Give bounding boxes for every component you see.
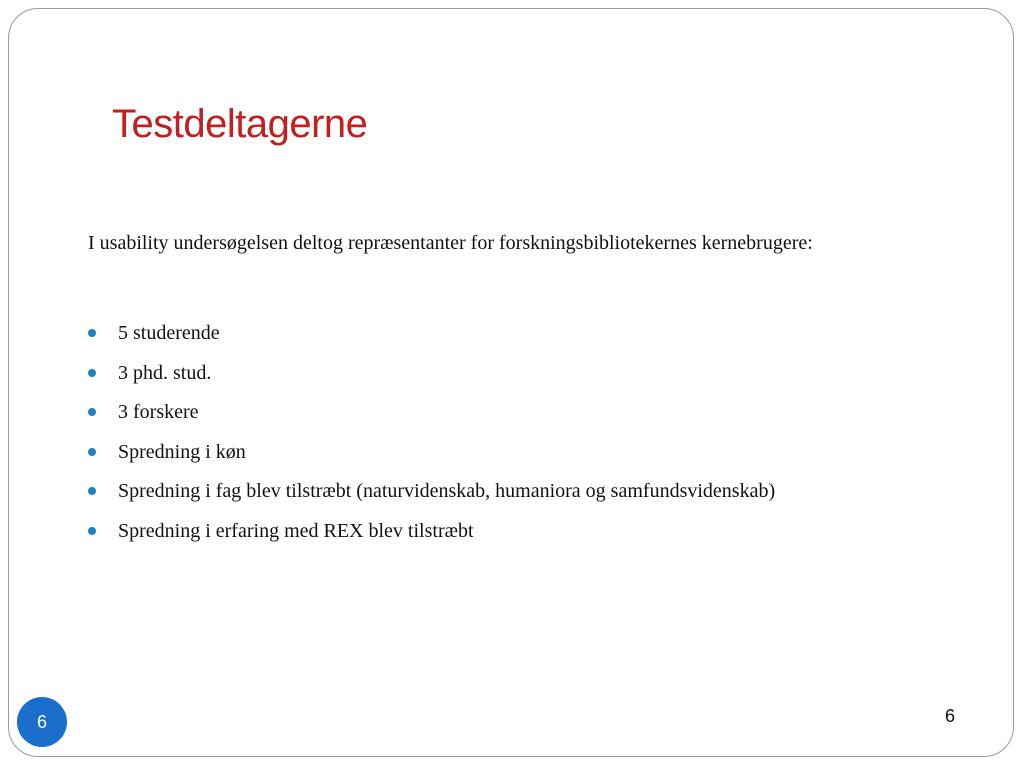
bullet-item [88,320,775,360]
bullet-dot-icon [88,329,96,337]
intro-text: I usability undersøgelsen deltog repræsentanter for forskningsbibliotekernes kernebrugere: [88,232,813,254]
bullet-dot-icon [88,487,96,495]
bullet-dot-icon [88,408,96,416]
bullet-text: Spredning i fag blev tilstræbt (naturvidenskab, humaniora og samfundsvidenskab) [118,480,776,503]
bullet-item [88,399,775,439]
bullet-dot-icon [88,527,96,535]
bullet-text: Spredning i køn [118,440,246,463]
slide-number-badge: 6 [17,697,67,747]
bullet-dot-icon [88,448,96,456]
bullet-item [88,518,775,558]
bullet-dot-icon [88,369,96,377]
bullet-text: 3 phd. stud. [118,361,212,384]
page-number: 6 [945,706,956,726]
bullet-text: 5 studerende [118,322,220,344]
bullet-item [88,439,775,479]
bullet-item [88,478,775,518]
slide-title: Testdeltagerne [112,102,368,146]
bullet-text: Spredning i erfaring med REX blev tilstræbt [118,519,474,542]
bullet-item [88,360,775,400]
bullet-text: 3 forskere [118,401,199,424]
bullet-list [88,320,775,558]
